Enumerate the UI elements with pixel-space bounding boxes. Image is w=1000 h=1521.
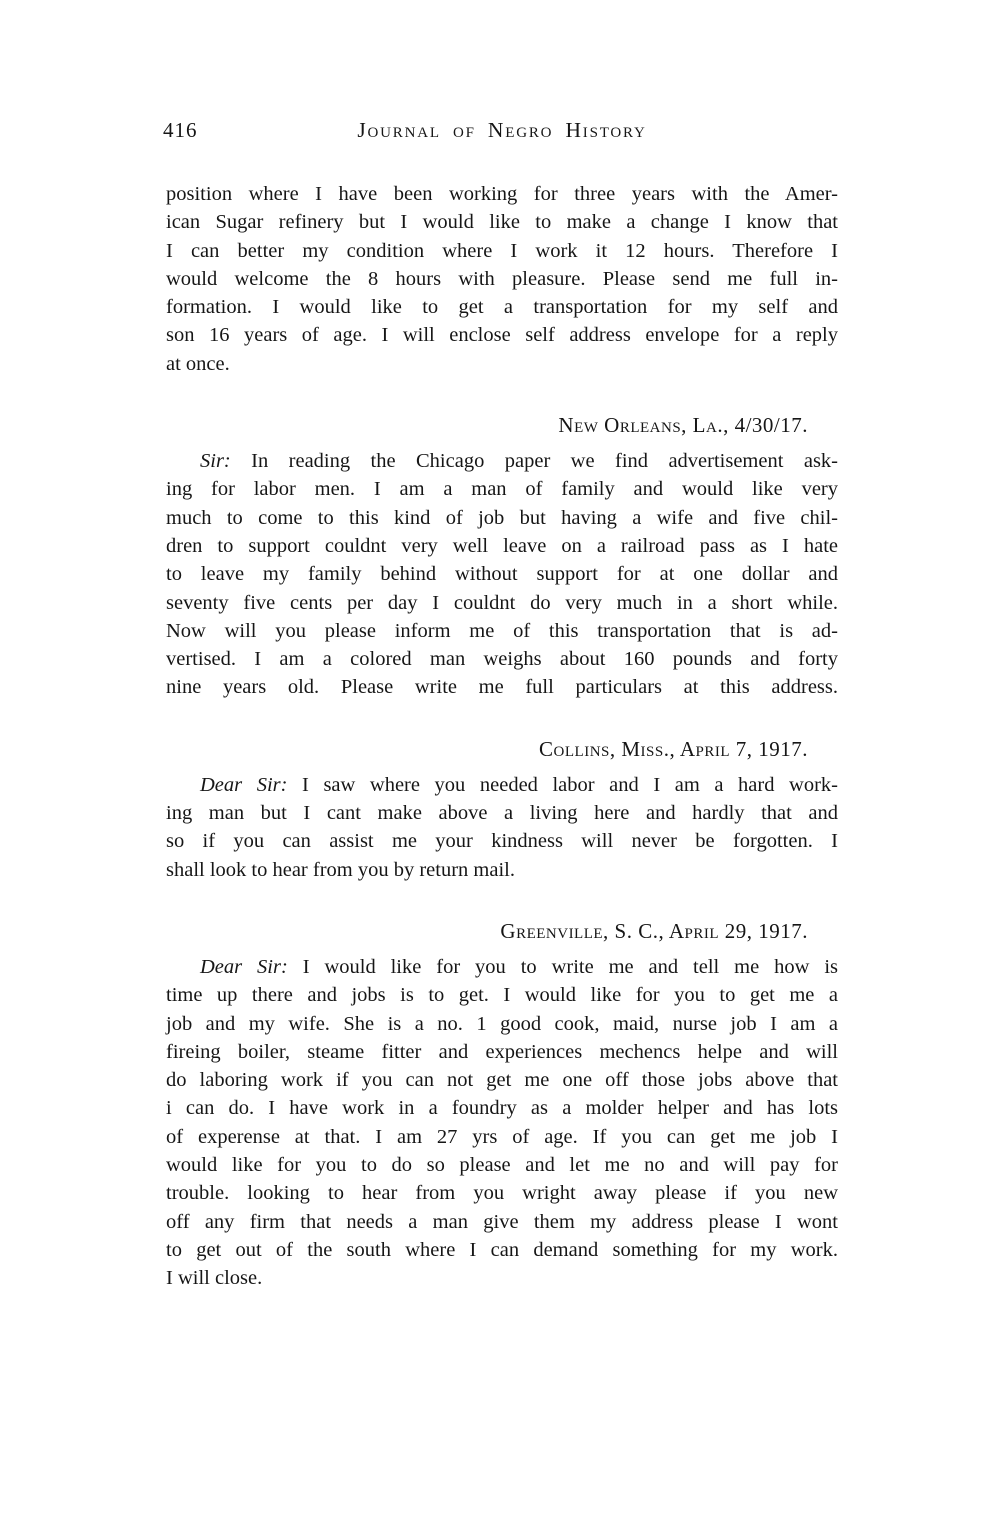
letter-paragraph bbox=[166, 771, 838, 884]
letter bbox=[166, 918, 838, 1293]
letter-line: position where I have been working for three years with the Amer- bbox=[166, 183, 838, 205]
letter-line: ing man but I cant make above a living here and hardly that and bbox=[166, 802, 838, 825]
letter-line: of experense at that. I am 27 yrs of age. If you can get me job I bbox=[166, 1125, 838, 1148]
letter-line: formation. I would like to get a transportation for my self and bbox=[166, 296, 838, 319]
letter-line: dren to support couldnt very well leave on a railroad pass as I hate bbox=[166, 534, 838, 557]
letter-line: seventy five cents per day I couldnt do very much in a short while. bbox=[166, 591, 838, 614]
letter-paragraph bbox=[166, 447, 838, 702]
letter-line: ican Sugar refinery but I would like to make a change I know that bbox=[166, 211, 838, 234]
page-number: 416 bbox=[163, 118, 198, 142]
letters-section bbox=[166, 180, 838, 1293]
letter-line: do laboring work if you can not get me one off those jobs above that bbox=[166, 1069, 838, 1092]
letter-dateline: Collins, Miss., April 7, 1917. bbox=[539, 736, 808, 761]
journal-title: Journal of Negro History bbox=[357, 118, 647, 142]
letter-line: son 16 years of age. I will enclose self address envelope for a reply bbox=[166, 324, 838, 347]
page-header bbox=[163, 118, 838, 144]
letter-line: much to come to this kind of job but having a wife and five chil- bbox=[166, 506, 838, 529]
letter-line: I will close. bbox=[166, 1267, 263, 1290]
letter-line: nine years old. Please write me full particulars at this address. bbox=[166, 676, 838, 699]
letter-dateline: New Orleans, La., 4/30/17. bbox=[558, 413, 808, 438]
letter-salutation: Dear Sir: bbox=[200, 773, 288, 796]
letter-line: to get out of the south where I can demand something for my work. bbox=[166, 1238, 838, 1261]
letter-line: trouble. looking to hear from you wright away please if you new bbox=[166, 1182, 838, 1205]
letter-dateline: Greenville, S. C., April 29, 1917. bbox=[500, 918, 808, 943]
letter-line: to leave my family behind without support for at one dollar and bbox=[166, 563, 838, 586]
letter-line: i can do. I have work in a foundry as a molder helper and has lots bbox=[166, 1097, 838, 1120]
letter-line: off any firm that needs a man give them my address please I wont bbox=[166, 1210, 838, 1233]
letter-line: fireing boiler, steame fitter and experiences mechencs helpe and will bbox=[166, 1040, 838, 1063]
letter-line: ing for labor men. I am a man of family and would like very bbox=[166, 478, 838, 501]
letter-line: time up there and jobs is to get. I would like for you to get me a bbox=[166, 984, 838, 1007]
letter-line: Sir: In reading the Chicago paper we find advertisement ask- bbox=[200, 450, 838, 473]
letter-line: Dear Sir: I would like for you to write me and tell me how is bbox=[200, 955, 838, 978]
letter-salutation: Dear Sir: bbox=[200, 955, 288, 978]
letter-paragraph bbox=[166, 953, 838, 1293]
letter-line: vertised. I am a colored man weighs about 160 pounds and forty bbox=[166, 648, 838, 671]
letter bbox=[166, 180, 838, 378]
letter-salutation: Sir: bbox=[200, 450, 231, 473]
letter bbox=[166, 736, 838, 884]
letter-line: I can better my condition where I work it 12 hours. Therefore I bbox=[166, 239, 838, 262]
letter bbox=[166, 412, 838, 702]
letter-line: Dear Sir: I saw where you needed labor and I am a hard work- bbox=[200, 773, 838, 796]
letter-paragraph bbox=[166, 180, 838, 378]
letter-line: would welcome the 8 hours with pleasure. Please send me full in- bbox=[166, 267, 838, 290]
letter-line: at once. bbox=[166, 352, 230, 375]
letter-line: job and my wife. She is a no. 1 good cook, maid, nurse job I am a bbox=[166, 1012, 838, 1035]
letter-line: would like for you to do so please and let me no and will pay for bbox=[166, 1154, 838, 1177]
letter-line: shall look to hear from you by return mail. bbox=[166, 858, 515, 881]
letter-line: so if you can assist me your kindness will never be forgotten. I bbox=[166, 830, 838, 853]
letter-line: Now will you please inform me of this transportation that is ad- bbox=[166, 619, 838, 642]
